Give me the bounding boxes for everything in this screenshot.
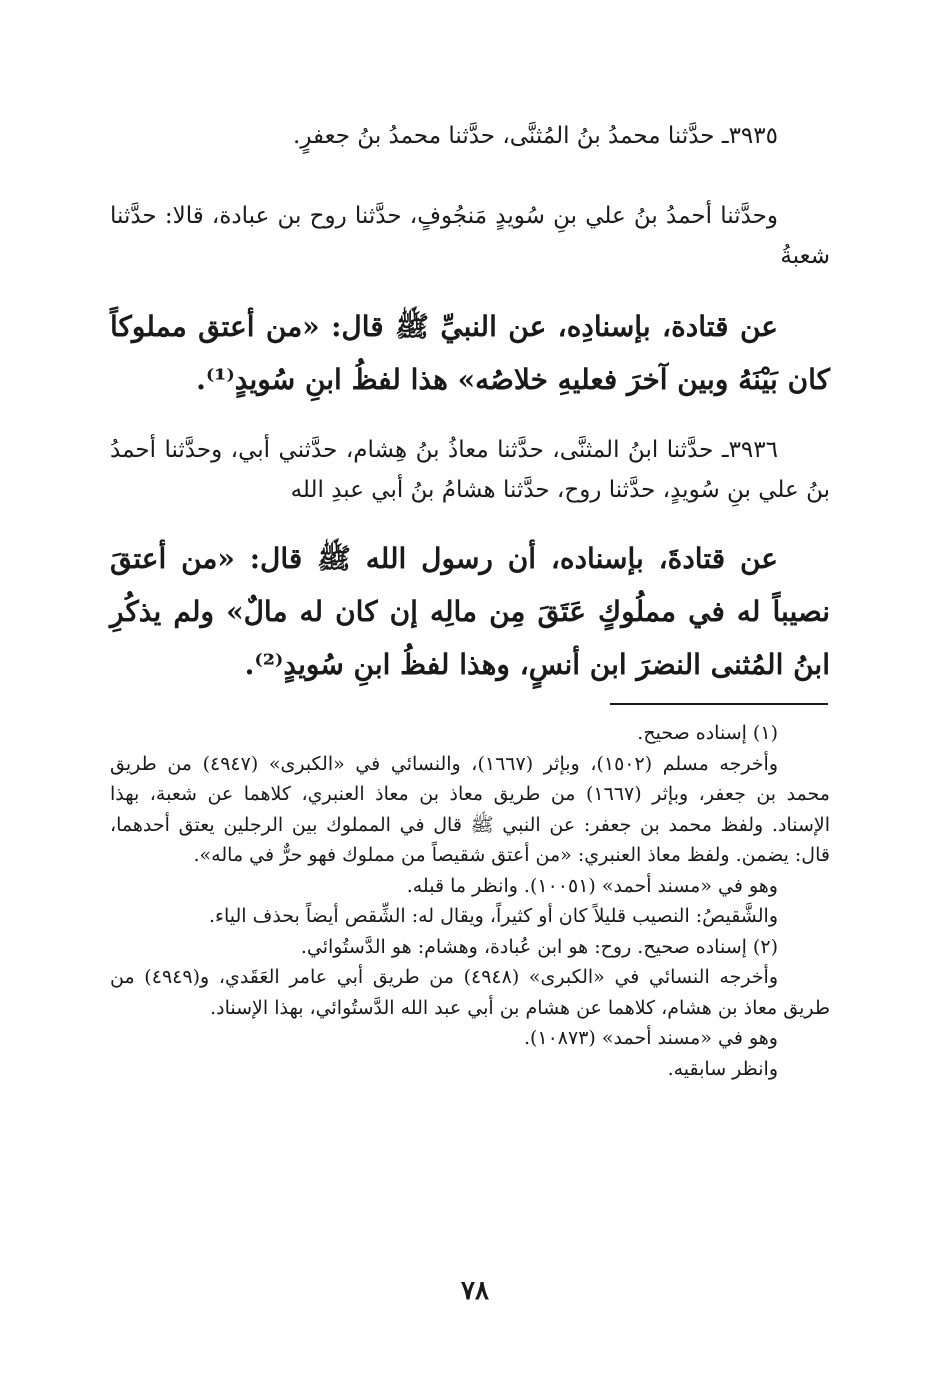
footnote-1-head: (١) إسناده صحيح. [637,722,778,744]
footnote-2-head: (٢) إسناده صحيح. روح: هو ابن عُبادة، وهشام: هو الدَّستُوائي. [300,935,778,958]
hadith-3936-isnad: ٣٩٣٦ـ حدَّثنا ابنُ المثنَّى، حدَّثنا معاذُ بنُ هِشام، حدَّثني أبي، وحدَّثنا أحمدُ بنُ علي بنِ سُويدٍ، حدَّثنا روح، حدَّثنا هشامُ بنُ أبي عبدِ الله [110,437,830,503]
footnote-2-paragraph: وانظر سابقيه. [667,1057,778,1080]
footnote-1-paragraph: وهو في «مسند أحمد» (١٠٠٥١). وانظر ما قبله. [406,874,778,897]
footnote-1-paragraph: والشَّقيصُ: النصيب قليلاً كان أو كثيراً، ويقال له: الشِّقص أيضاً بحذف الياء. [209,905,778,927]
footnote-separator [610,703,828,705]
footnote-1-paragraph: وأخرجه مسلم (١٥٠٢)، وبإثر (١٦٦٧)، والنسائي في «الكبرى» (٤٩٤٧) من طريق محمد بن جعفر، وبإثر (١٦٦٧) من طريق معاذ بن معاذ العنبري، كلاهما عن شعبة، بهذا الإسناد. ولفظ محمد بن جعفر: عن النبي ﷺ قال في المملوك بين الرجلين يعتق أحدهما، قال: يضمن. ولفظ معاذ العنبري: «من أعتق شقيصاً من مملوك فهو حرٌّ في ماله». [110,752,830,866]
footnotes [110,718,830,1084]
footnote-2-paragraph: وأخرجه النسائي في «الكبرى» (٤٩٤٨) من طريق أبي عامر العَقَدي، و(٤٩٤٩) من طريق معاذ بن هشام، كلاهما عن هشام بن أبي عبد الله الدَّستُوائي، بهذا الإسناد. [110,966,830,1019]
hadith-3936-matn: عن قتادةَ، بإسناده، أن رسول الله ﷺ قال: «من أعتقَ نصيباً له في مملُوكٍ عَتَقَ مِن مالِه إن كان له مالٌ» ولم يذكُرِ ابنُ المُثنى النضرَ ابن أنسٍ، وهذا لفظُ ابنِ سُويدٍ⁽²⁾. [110,542,830,681]
footnote-2-paragraph: وهو في «مسند أحمد» (١٠٨٧٣). [523,1027,778,1049]
hadith-3935-isnad-1: ٣٩٣٥ـ حدَّثنا محمدُ بنُ المُثنَّى، حدَّثنا محمدُ بنُ جعفرٍ. [293,123,778,149]
hadith-3935-matn: عن قتادة، بإسنادِه، عن النبيِّ ﷺ قال: «من أعتق مملوكاً كان بَيْنَهُ وبين آخرَ فعليهِ خلاصُه» هذا لفظُ ابنِ سُويدٍ⁽¹⁾. [110,310,830,396]
page-number: ٧٨ [461,1276,489,1306]
hadith-3935-isnad-2: وحدَّثنا أحمدُ بنُ علي بنِ سُويدٍ مَنجُوفٍ، حدَّثنا روح بن عبادة، قالا: حدَّثنا شعبةُ [110,203,830,269]
